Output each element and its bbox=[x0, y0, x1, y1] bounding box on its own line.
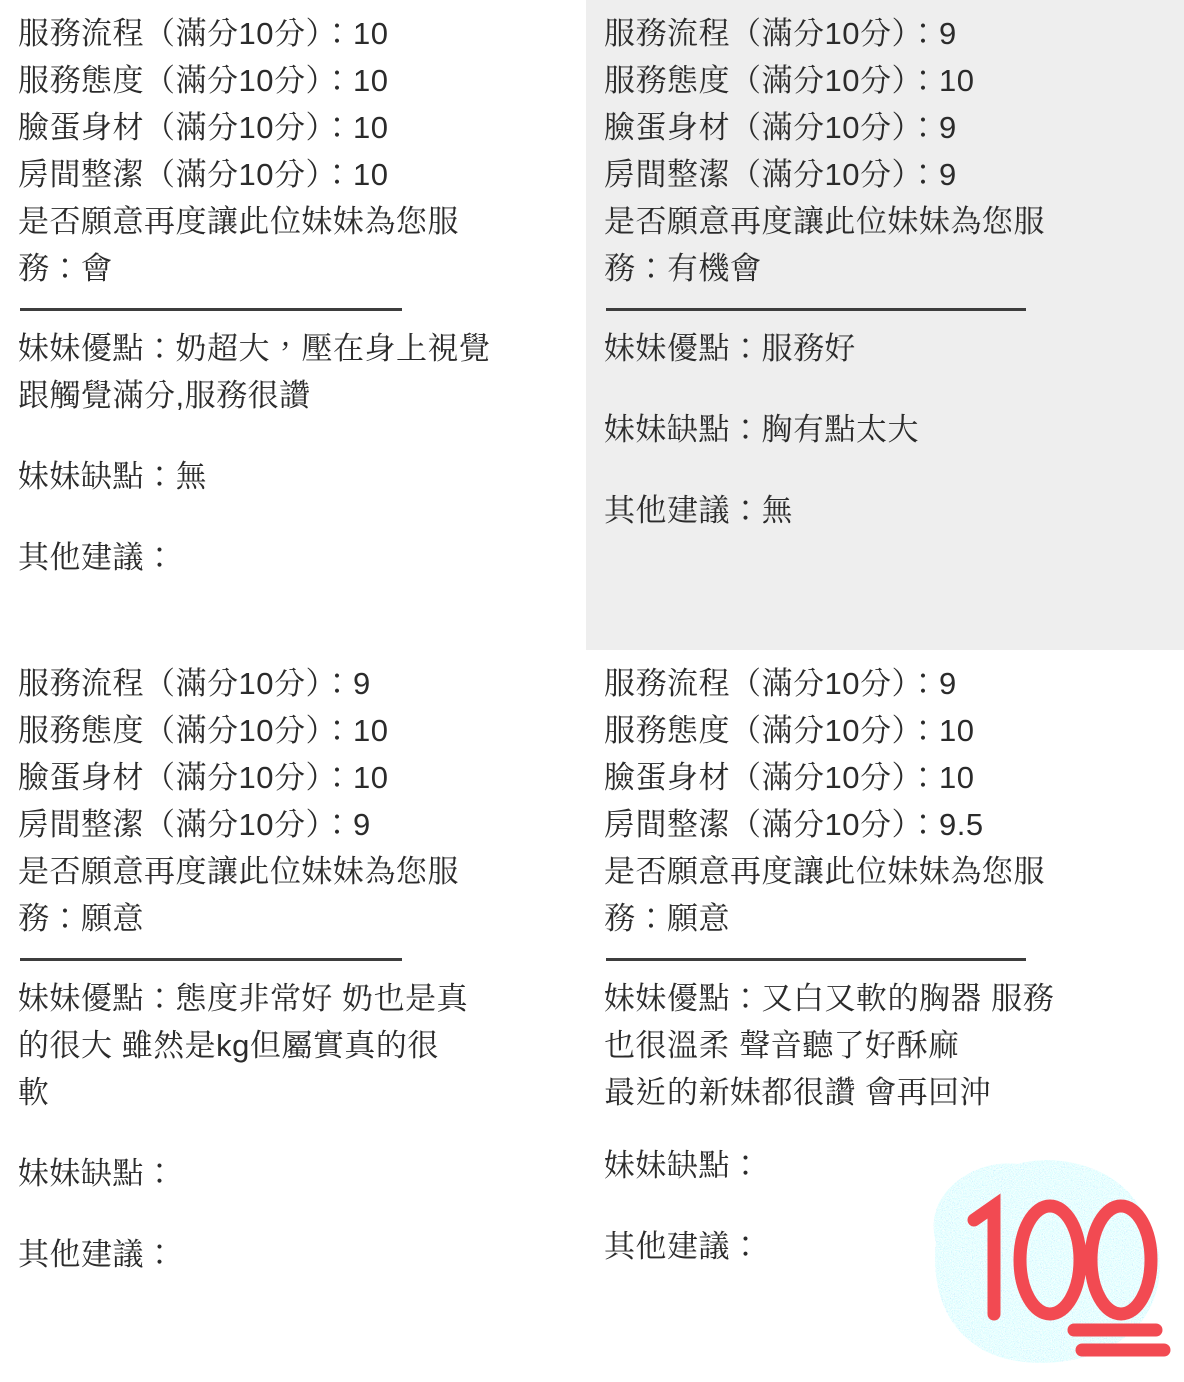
section-divider bbox=[606, 308, 1026, 311]
spacer bbox=[604, 453, 1170, 487]
review-card-bottom-right bbox=[586, 650, 1184, 1382]
score-room-cleanliness: 房間整潔（滿分10分）：9 bbox=[604, 157, 957, 192]
score-service-attitude: 服務態度（滿分10分）：10 bbox=[604, 63, 975, 98]
score-face-body: 臉蛋身材（滿分10分）：9 bbox=[604, 110, 957, 145]
score-service-flow: 服務流程（滿分10分）：9 bbox=[18, 666, 371, 701]
spacer bbox=[604, 372, 1170, 406]
score-service-attitude: 服務態度（滿分10分）：10 bbox=[18, 63, 389, 98]
score-face-body: 臉蛋身材（滿分10分）：10 bbox=[604, 760, 975, 795]
score-room-cleanliness: 房間整潔（滿分10分）：9 bbox=[18, 807, 371, 842]
score-room-cleanliness: 房間整潔（滿分10分）：9.5 bbox=[604, 807, 984, 842]
section-divider bbox=[20, 958, 402, 961]
other-suggestions-text: 其他建議：無 bbox=[604, 493, 793, 528]
cons-text: 妹妹缺點：無 bbox=[18, 459, 207, 494]
willingness-question: 是否願意再度讓此位妹妹為您服 bbox=[604, 854, 1045, 889]
spacer bbox=[604, 1116, 1170, 1142]
review-card-bottom-left bbox=[0, 650, 586, 1382]
section-divider bbox=[606, 958, 1026, 961]
review-card-top-right bbox=[586, 0, 1184, 650]
other-suggestions-text: 其他建議： bbox=[18, 540, 176, 575]
pros-text-cont: 也很溫柔 聲音聽了好酥麻 bbox=[604, 1028, 960, 1063]
spacer bbox=[18, 1116, 572, 1150]
pros-text: 妹妹優點：態度非常好 奶也是真 bbox=[18, 981, 469, 1016]
pros-text-cont: 的很大 雖然是kg但屬實真的很 bbox=[18, 1028, 439, 1063]
score-room-cleanliness: 房間整潔（滿分10分）：10 bbox=[18, 157, 389, 192]
other-suggestions-text: 其他建議： bbox=[604, 1229, 762, 1264]
pros-text: 妹妹優點：奶超大，壓在身上視覺 bbox=[18, 331, 491, 366]
willingness-question: 是否願意再度讓此位妹妹為您服 bbox=[604, 204, 1045, 239]
pros-text: 妹妹優點：又白又軟的胸器 服務 bbox=[604, 981, 1055, 1016]
score-face-body: 臉蛋身材（滿分10分）：10 bbox=[18, 110, 389, 145]
cons-text: 妹妹缺點：胸有點太大 bbox=[604, 412, 919, 447]
score-face-body: 臉蛋身材（滿分10分）：10 bbox=[18, 760, 389, 795]
score-service-attitude: 服務態度（滿分10分）：10 bbox=[604, 713, 975, 748]
review-card-top-left bbox=[0, 0, 586, 650]
willingness-answer: 務：願意 bbox=[604, 901, 730, 936]
pros-text-cont2: 軟 bbox=[18, 1075, 50, 1110]
section-divider bbox=[20, 308, 402, 311]
score-service-flow: 服務流程（滿分10分）：9 bbox=[604, 16, 957, 51]
other-suggestions-text: 其他建議： bbox=[18, 1237, 176, 1272]
spacer bbox=[604, 1189, 1170, 1223]
score-service-attitude: 服務態度（滿分10分）：10 bbox=[18, 713, 389, 748]
willingness-question: 是否願意再度讓此位妹妹為您服 bbox=[18, 854, 459, 889]
pros-text-cont2: 最近的新妹都很讚 會再回沖 bbox=[604, 1075, 992, 1110]
spacer bbox=[18, 419, 572, 453]
spacer bbox=[18, 500, 572, 534]
cons-text: 妹妹缺點： bbox=[18, 1156, 176, 1191]
pros-text: 妹妹優點：服務好 bbox=[604, 331, 856, 366]
pros-text-cont: 跟觸覺滿分,服務很讚 bbox=[18, 378, 311, 413]
willingness-answer: 務：會 bbox=[18, 251, 113, 286]
spacer bbox=[18, 1197, 572, 1231]
score-service-flow: 服務流程（滿分10分）：10 bbox=[18, 16, 389, 51]
cons-text: 妹妹缺點： bbox=[604, 1148, 762, 1183]
score-service-flow: 服務流程（滿分10分）：9 bbox=[604, 666, 957, 701]
willingness-question: 是否願意再度讓此位妹妹為您服 bbox=[18, 204, 459, 239]
willingness-answer: 務：有機會 bbox=[604, 251, 762, 286]
willingness-answer: 務：願意 bbox=[18, 901, 144, 936]
